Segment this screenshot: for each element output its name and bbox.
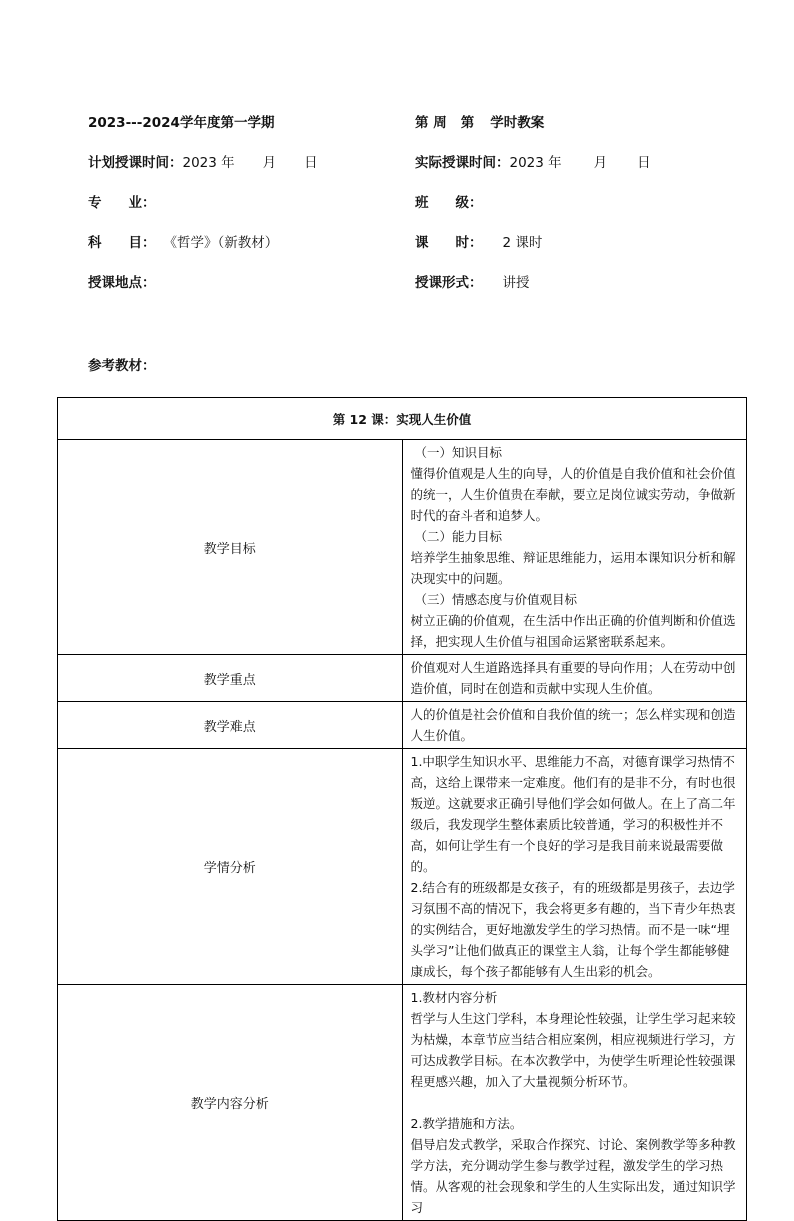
subject-value: 《哲学》（新教材） <box>163 235 279 251</box>
row-content-key-points <box>402 655 747 702</box>
difficulty-text: 人的价值是社会价值和自我价值的统一；怎么样实现和创造人生价值。 <box>410 707 736 743</box>
location-row <box>88 274 156 292</box>
row-content-student-analysis <box>402 749 747 985</box>
location-label: 授课地点： <box>88 275 156 291</box>
content-heading: 2.教学措施和方法。 <box>410 1116 523 1131</box>
row-content-teaching-goals <box>402 440 747 655</box>
actual-month: 月 <box>593 155 608 171</box>
subject-label: 科 目： <box>88 235 156 251</box>
plan-suffix: 学时教案 <box>490 115 545 131</box>
lesson-table <box>57 397 747 1221</box>
subject-row <box>88 234 278 252</box>
major-label: 专 业： <box>88 195 156 211</box>
row-label-content-analysis: 教学内容分析 <box>58 985 403 1221</box>
lesson-title-row <box>58 398 747 440</box>
actual-time-row <box>415 154 651 172</box>
content-spacer <box>411 1092 741 1113</box>
week-plan <box>415 114 544 132</box>
hours-row <box>415 234 542 252</box>
row-label-teaching-goals: 教学目标 <box>58 440 403 655</box>
planned-day: 日 <box>304 155 318 171</box>
class-row <box>415 194 483 212</box>
goal-heading: （二）能力目标 <box>414 529 503 544</box>
class-label: 班 级： <box>415 195 483 211</box>
row-label-student-analysis: 学情分析 <box>58 749 403 985</box>
planned-time-label: 计划授课时间： <box>88 155 183 171</box>
analysis-paragraph: 1.中职学生知识水平、思维能力不高，对德育课学习热情不高，这给上课带来一定难度。他们有的是非不分，有时也很叛逆。这就要求正确引导他们学会如何做人。在上了高二年级后，我发现学生整体素质比较普通，学习的积极性并不高，如何让学生有一个良好的学习是我目前来说最需要做的。 <box>410 754 736 874</box>
planned-time-value: 2023 年 <box>182 155 235 171</box>
week-label: 第 周 <box>415 115 447 131</box>
goal-heading: （三）情感态度与价值观目标 <box>414 592 578 607</box>
table-row <box>58 985 747 1221</box>
planned-month: 月 <box>262 155 277 171</box>
hours-label: 课 时： <box>415 235 483 251</box>
row-label-key-points: 教学重点 <box>58 655 403 702</box>
goal-heading: （一）知识目标 <box>414 445 503 460</box>
table-row <box>58 702 747 749</box>
goal-text: 懂得价值观是人生的向导，人的价值是自我价值和社会价值的统一，人生价值贵在奉献，要立足岗位诚实劳动，争做新时代的奋斗者和追梦人。 <box>410 466 736 523</box>
table-row <box>58 440 747 655</box>
actual-day: 日 <box>637 155 651 171</box>
row-content-content-analysis <box>402 985 747 1221</box>
reference-label: 参考教材： <box>88 358 156 374</box>
period-label: 第 <box>460 115 475 131</box>
analysis-paragraph: 2.结合有的班级都是女孩子，有的班级都是男孩子，去边学习氛围不高的情况下，我会将更多有趣的，当下青少年热衷的实例结合，更好地激发学生的学习热情。而不是一味“埋头学习”让他们做真正的课堂主人翁，让每个学生都能够健康成长，每个孩子都能够有人生出彩的机会。 <box>410 880 736 979</box>
hours-value: 2 课时 <box>502 235 543 251</box>
content-text: 哲学与人生这门学科，本身理论性较强，让学生学习起来较为枯燥，本章节应当结合相应案例，相应视频进行学习，方可达成教学目标。在本次教学中，为使学生听理论性较强课程更感兴趣，加入了大量视频分析环节。 <box>410 1011 736 1089</box>
row-content-difficulties <box>402 702 747 749</box>
row-label-difficulties: 教学难点 <box>58 702 403 749</box>
major-row <box>88 194 156 212</box>
form-value: 讲授 <box>502 275 530 291</box>
form-label: 授课形式： <box>415 275 483 291</box>
form-row <box>415 274 530 292</box>
table-row <box>58 655 747 702</box>
actual-time-value: 2023 年 <box>509 155 562 171</box>
actual-time-label: 实际授课时间： <box>415 155 510 171</box>
goal-text: 培养学生抽象思维、辩证思维能力，运用本课知识分析和解决现实中的问题。 <box>410 550 736 586</box>
planned-time-row <box>88 154 318 172</box>
goal-text: 树立正确的价值观，在生活中作出正确的价值判断和价值选择，把实现人生价值与祖国命运紧密联系起来。 <box>410 613 736 649</box>
content-text: 倡导启发式教学，采取合作探究、讨论、案例教学等多种教学方法，充分调动学生参与教学过程，激发学生的学习热情。从客观的社会现象和学生的人生实际出发，通过知识学习 <box>410 1137 736 1215</box>
content-heading: 1.教材内容分析 <box>410 990 498 1005</box>
lesson-title: 第 12 课：实现人生价值 <box>58 398 747 440</box>
key-point-text: 价值观对人生道路选择具有重要的导向作用；人在劳动中创造价值，同时在创造和贡献中实现人生价值。 <box>410 660 736 696</box>
semester-title: 2023---2024学年度第一学期 <box>88 115 275 131</box>
table-row <box>58 749 747 985</box>
